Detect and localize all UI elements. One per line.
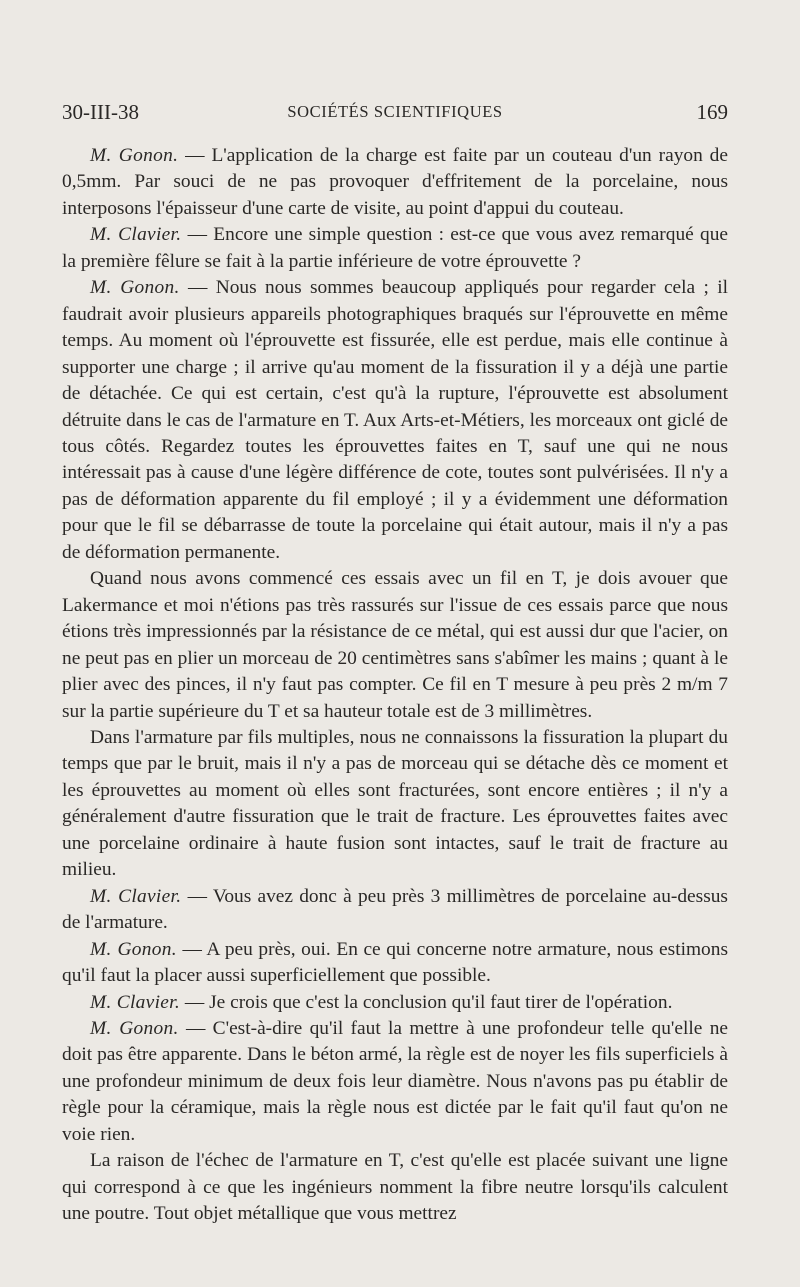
- speaker-name: M. Clavier.: [90, 224, 182, 246]
- paragraph: [62, 275, 728, 566]
- paragraph: [62, 990, 728, 1016]
- speaker-name: M. Clavier.: [90, 885, 182, 907]
- paragraph-text: — Je crois que c'est la conclusion qu'il faut tirer de l'opération.: [180, 991, 673, 1013]
- paragraph-text: — L'application de la charge est faite par un couteau d'un rayon de 0,5mm. Par souci de ne pas provoquer d'effritement de la porcelaine, nous interposons l'épaisseur d'une carte de visite, au point d'appui du couteau.: [62, 145, 728, 219]
- paragraph-text: La raison de l'échec de l'armature en T, c'est qu'elle est placée suivant une ligne qui correspond à ce que les ingénieurs nomment la fibre neutre lorsqu'ils calculent une poutre. Tout objet métallique que vous mettrez: [62, 1150, 728, 1225]
- paragraph-text: — Vous avez donc à peu près 3 millimètres de porcelaine au-dessus de l'armature.: [62, 885, 728, 934]
- speaker-name: M. Gonon.: [90, 938, 177, 960]
- paragraph: [62, 725, 728, 884]
- paragraph: [62, 884, 728, 937]
- paragraph-text: — A peu près, oui. En ce qui concerne notre armature, nous estimons qu'il faut la placer aussi superficiellement que possible.: [62, 938, 728, 987]
- header-section-title: SOCIÉTÉS SCIENTIFIQUES: [287, 102, 503, 121]
- paragraph-text: Dans l'armature par fils multiples, nous ne connaissons la fissuration la plupart du temps que par le bruit, mais il n'y a pas de morceau qui se détache dès ce moment et les éprouvettes au moment où elles sont fracturées, sont encore entières ; il n'y a généralement d'autre fissuration que le trait de fracture. Les éprouvettes faites avec une porcelaine ordinaire à haute fusion sont intactes, sauf le trait de fracture au milieu.: [62, 726, 728, 881]
- running-header: [62, 100, 728, 130]
- paragraph: [62, 566, 728, 725]
- speaker-name: M. Clavier.: [90, 991, 181, 1013]
- header-date: 30-III-38: [62, 100, 139, 124]
- paragraph: [62, 1016, 728, 1148]
- body-text: [62, 143, 728, 1228]
- paragraph-text: Quand nous avons commencé ces essais avec un fil en T, je dois avouer que Lakermance et moi n'étions pas très rassurés sur l'issue de ces essais parce que nous étions très impressionnés par la résistance de ce métal, qui est aussi dur que l'acier, on ne peut pas en plier un morceau de 20 centimètres sans s'abîmer les mains ; quant à le plier avec des pinces, il n'y faut pas compter. Ce fil en T mesure à peu près 2 m/m 7 sur la partie supérieure du T et sa hauteur totale est de 3 millimètres.: [62, 568, 728, 722]
- paragraph: [62, 222, 728, 275]
- speaker-name: M. Gonon.: [90, 145, 179, 166]
- paragraph: [62, 1148, 728, 1227]
- speaker-name: M. Gonon.: [90, 1017, 179, 1039]
- page-number: 169: [696, 100, 728, 124]
- paragraph-text: — Encore une simple question : est-ce que vous avez remarqué que la première fêlure se fait à la partie inférieure de votre éprouvette ?: [62, 224, 728, 272]
- paragraph-text: — Nous nous sommes beaucoup appliqués pour regarder cela ; il faudrait avoir plusieurs appareils photographiques braqués sur l'éprouvette en même temps. Au moment où l'éprouvette est fissurée, elle est perdue, mais elle continue à supporter une charge ; il arrive qu'au moment de la fissuration il y a déjà une partie de détachée. Ce qui est certain, c'est qu'à la rupture, l'éprouvette est absolument détruite dans le cas de l'armature en T. Aux Arts-et-Métiers, les morceaux ont giclé de tous côtés. Regardez toutes les éprouvettes faites en T, sauf une qui ne nous intéressait pas à cause d'une légère différence de cote, toutes sont pulvérisées. Il n'y a pas de déformation apparente du fil employé ; il y a évidemment une déformation pour que le fil se débarrasse de toute la porcelaine qui était autour, mais il n'y a pas de déformation permanente.: [62, 277, 728, 563]
- paragraph-text: — C'est-à-dire qu'il faut la mettre à une profondeur telle qu'elle ne doit pas être apparente. Dans le béton armé, la règle est de noyer les fils superficiels à une profondeur minimum de deux fois leur diamètre. Nous n'avons pas pu établir de règle pour la céramique, mais la règle nous est dictée par le fait qu'il faut qu'on ne voie rien.: [62, 1017, 728, 1145]
- paragraph: [62, 937, 728, 990]
- paragraph: [62, 143, 728, 222]
- speaker-name: M. Gonon.: [90, 277, 180, 299]
